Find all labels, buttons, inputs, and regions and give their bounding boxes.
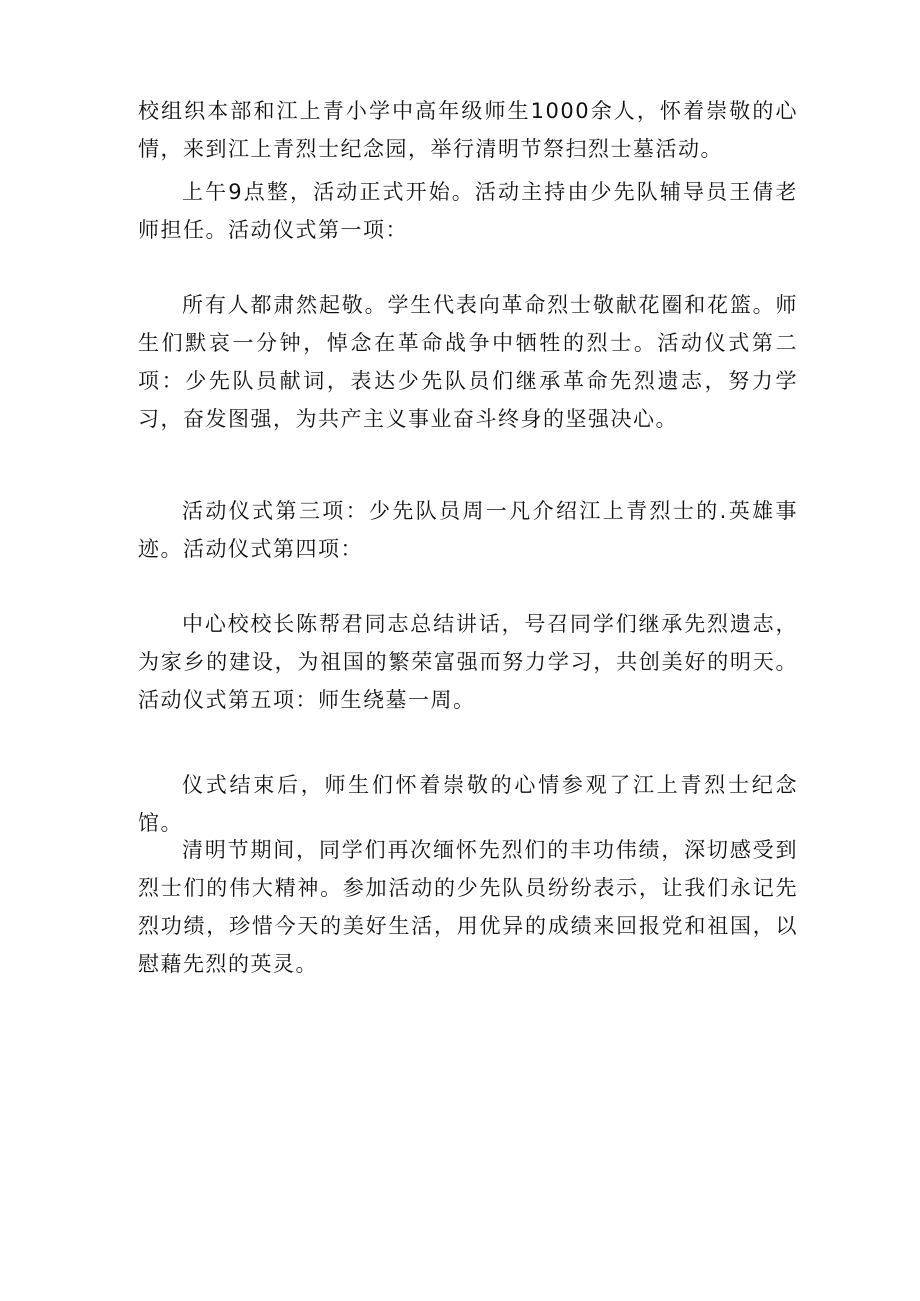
paragraph-2: 上午9点整，活动正式开始。活动主持由少先队辅导员王倩老师担任。活动仪式第一项： <box>138 180 798 242</box>
paragraph-7: 清明节期间，同学们再次缅怀先烈们的丰功伟绩，深切感受到烈士们的伟大精神。参加活动的少先队员纷纷表示，让我们永记先烈功绩，珍惜今天的美好生活，用优异的成绩来回报党和祖国，以慰藉先烈的英灵。 <box>138 838 798 976</box>
paragraph-1: 校组织本部和江上青小学中高年级师生1000余人，怀着崇敬的心情，来到江上青烈士纪念园，举行清明节祭扫烈士墓活动。 <box>138 99 798 161</box>
paragraph-4: 活动仪式第三项：少先队员周一凡介绍江上青烈士的.英雄事迹。活动仪式第四项： <box>138 499 798 561</box>
paragraph-6: 仪式结束后，师生们怀着崇敬的心情参观了江上青烈士纪念馆。 <box>138 773 798 835</box>
paragraph-3: 所有人都肃然起敬。学生代表向革命烈士敬献花圈和花篮。师生们默哀一分钟，悼念在革命战争中牺牲的烈士。活动仪式第二项：少先队员献词，表达少先队员们继承革命先烈遗志，努力学习，奋发图强，为共产主义事业奋斗终身的坚强决心。 <box>138 293 798 431</box>
paragraph-5: 中心校校长陈帮君同志总结讲话，号召同学们继承先烈遗志，为家乡的建设，为祖国的繁荣富强而努力学习，共创美好的明天。活动仪式第五项：师生绕墓一周。 <box>138 612 798 712</box>
